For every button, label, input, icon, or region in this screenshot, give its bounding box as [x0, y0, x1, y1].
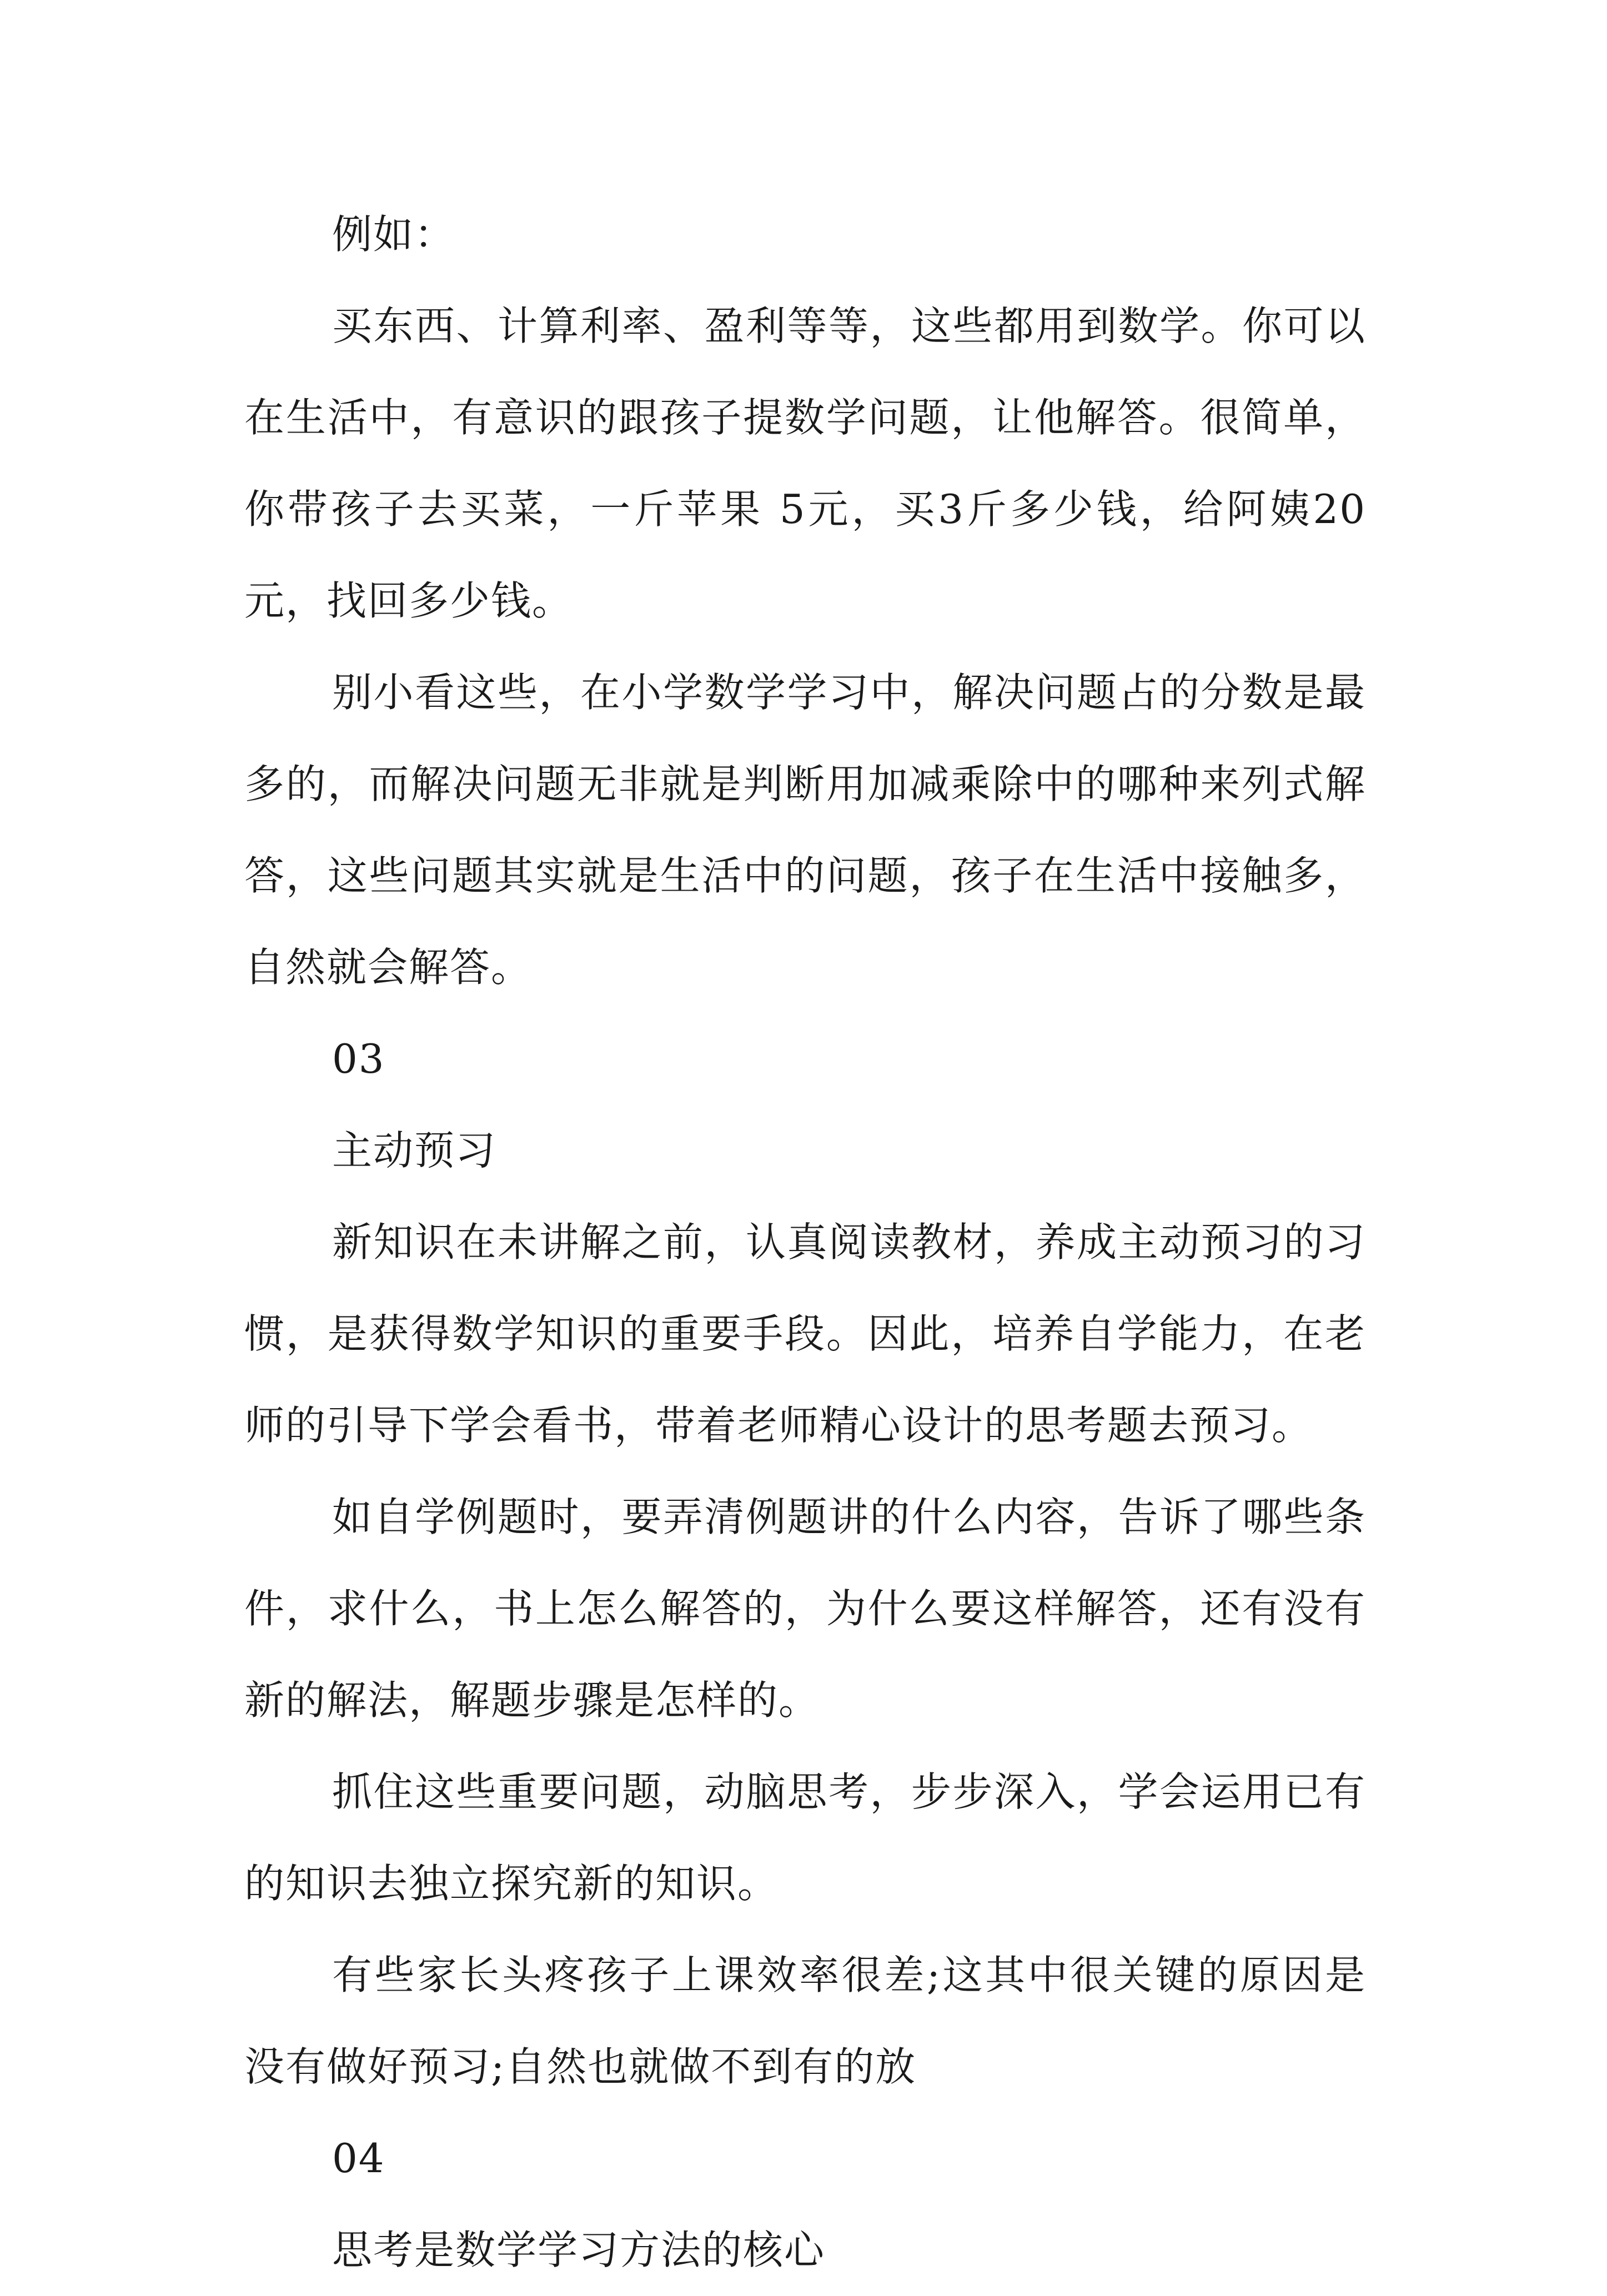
section-number-03: 03 [332, 1036, 385, 1082]
paragraph-class-efficiency: 有些家长头疼孩子上课效率很差;这其中很关键的原因是没有做好预习;自然也就做不到有的放 [244, 1952, 1366, 2090]
paragraph-problem-solving: 别小看这些，在小学数学学习中，解决问题占的分数是最多的，而解决问题无非就是判断用加减乘除中的哪种来列式解答，这些问题其实就是生活中的问题，孩子在生活中接触多，自然就会解答。 [244, 669, 1366, 991]
paragraph-self-study-example: 如自学例题时，要弄清例题讲的什么内容，告诉了哪些条件，求什么，书上怎么解答的，为什么要这样解答，还有没有新的解法，解题步骤是怎样的。 [244, 1494, 1366, 1724]
section-title-thinking: 思考是数学学习方法的核心 [332, 2227, 826, 2273]
paragraph-preview-habit: 新知识在未讲解之前，认真阅读教材，养成主动预习的习惯，是获得数学知识的重要手段。因此，培养自学能力，在老师的引导下学会看书，带着老师精心设计的思考题去预习。 [244, 1219, 1366, 1449]
paragraph-key-questions: 抓住这些重要问题，动脑思考，步步深入，学会运用已有的知识去独立探究新的知识。 [244, 1769, 1366, 1907]
section-number-04: 04 [332, 2135, 385, 2182]
document-body [244, 189, 1366, 2296]
paragraph-example-intro: 例如： [332, 211, 456, 258]
section-title-preview: 主动预习 [332, 1127, 497, 1174]
paragraph-shopping-math: 买东西、计算利率、盈利等等，这些都用到数学。你可以在生活中，有意识的跟孩子提数学问题，让他解答。很简单，你带孩子去买菜，一斤苹果 5元，买3斤多少钱，给阿姨20元，找回多少钱。 [244, 303, 1366, 624]
